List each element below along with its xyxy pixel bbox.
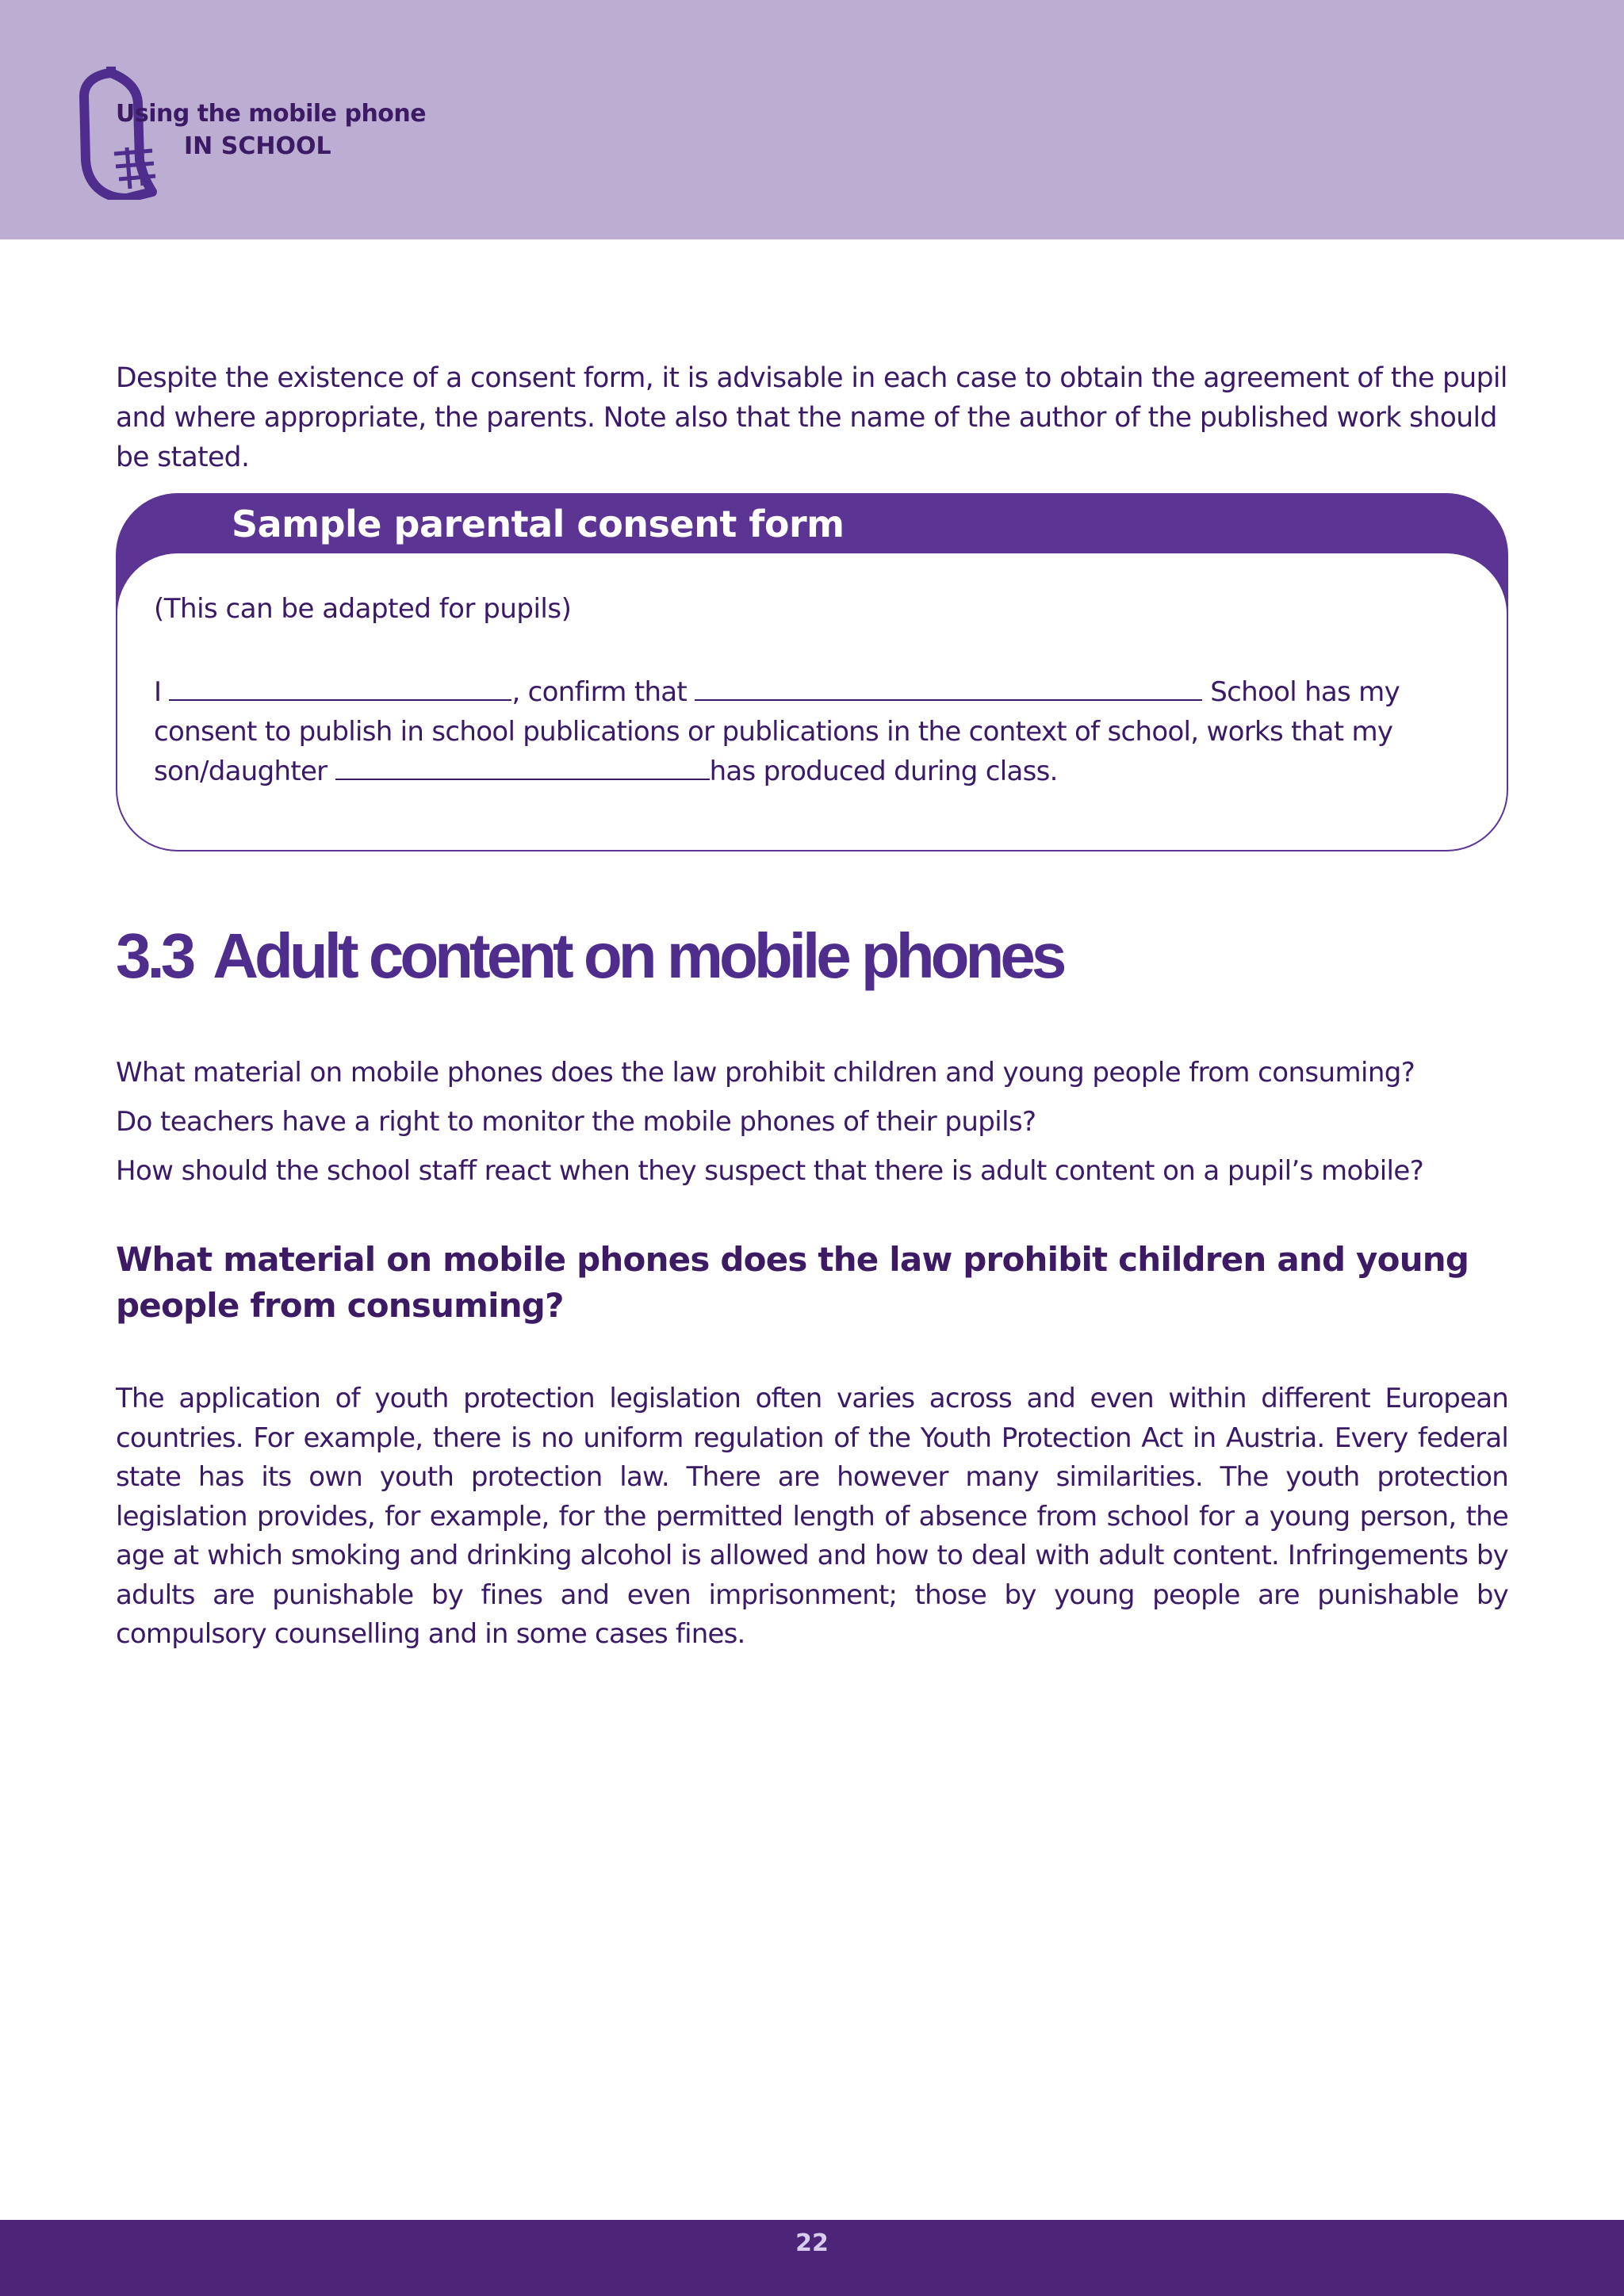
header-band (0, 0, 1624, 239)
question-item: What material on mobile phones does the law prohibit children and young people from consuming? (116, 1057, 1415, 1089)
section-number: 3.3 (116, 920, 193, 991)
consent-form-title: Sample parental consent form (232, 503, 845, 545)
section-heading (116, 920, 1063, 993)
consent-form-text (154, 672, 1494, 791)
consent-text-part1: I (154, 676, 170, 708)
consent-form-note: (This can be adapted for pupils) (154, 593, 572, 625)
intro-paragraph: Despite the existence of a consent form, it is advisable in each case to obtain the agreement of the pupil and where appropriate, the parents. Note also that the name of the author of the published work should be stated. (116, 362, 1507, 473)
logo-title-line2: IN SCHOOL (184, 132, 331, 160)
consent-text-part4: has produced during class. (709, 756, 1058, 787)
school-name-blank (695, 672, 1202, 701)
section-title: Adult content on mobile phones (213, 920, 1063, 991)
question-item: Do teachers have a right to monitor the mobile phones of their pupils? (116, 1106, 1036, 1138)
logo-title-line1: Using the mobile phone (116, 100, 427, 128)
child-name-blank (335, 752, 710, 780)
mobile-phone-icon (79, 65, 167, 200)
subheading: What material on mobile phones does the law prohibit children and young people from consuming? (116, 1240, 1469, 1325)
body-paragraph: The application of youth protection legislation often varies across and even within different European countries. For example, there is no uniform regulation of the Youth Protection Act in Austria. Every federal state has its own youth protection law. There are however many similarities. The youth protection legislation provides, for example, for the permitted length of absence from school for a young person, the age at which smoking and drinking alcohol is allowed and how to deal with adult content. Infringements by adults are punishable by fines and even imprisonment; those by young people are punishable by compulsory counselling and in some cases fines. (116, 1383, 1508, 1650)
question-list (116, 1048, 1508, 1196)
consent-text-part2: , confirm that (511, 676, 695, 708)
footer-band (0, 2220, 1624, 2296)
logo (79, 65, 427, 208)
parent-name-blank (169, 672, 511, 701)
page-number: 22 (795, 2229, 829, 2257)
consent-text-part3: School has my consent to publish in school publications or publications in the context of school, works that my son/daughter (154, 676, 1400, 787)
question-item: How should the school staff react when they suspect that there is adult content on a pupil’s mobile? (116, 1155, 1424, 1187)
